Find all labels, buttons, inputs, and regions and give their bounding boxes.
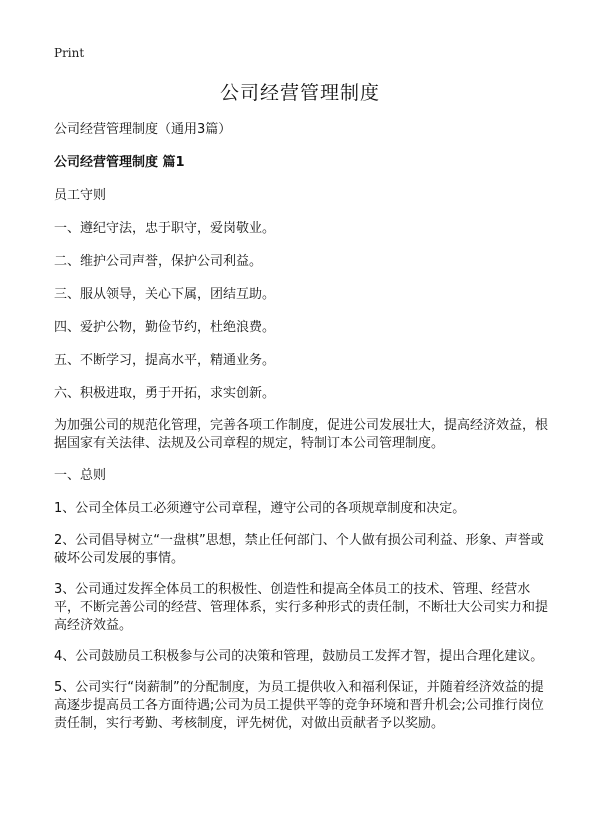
paragraph: 二、维护公司声誉，保护公司利益。 bbox=[54, 254, 263, 269]
paragraph: 三、服从领导，关心下属，团结互助。 bbox=[54, 287, 276, 302]
section-heading: 公司经营管理制度 篇1 bbox=[54, 155, 185, 170]
document-subtitle: 公司经营管理制度（通用3篇） bbox=[54, 122, 232, 137]
paragraph: 一、遵纪守法，忠于职守，爱岗敬业。 bbox=[54, 221, 276, 236]
paragraph: 5、公司实行“岗薪制”的分配制度，为员工提供收入和福利保证，并随着经济效益的提高逐步提高员工各方面待遇;公司为员工提供平等的竞争环境和晋升机会;公司推行岗位责任制，实行考勤、考核制度，评先树优，对做出贡献者予以奖励。 bbox=[54, 680, 544, 731]
paragraph: 1、公司全体员工必须遵守公司章程，遵守公司的各项规章制度和决定。 bbox=[54, 501, 466, 516]
paragraph: 四、爱护公物，勤俭节约，杜绝浪费。 bbox=[54, 320, 276, 335]
paragraph: 2、公司倡导树立“一盘棋”思想，禁止任何部门、个人做有损公司利益、形象、声誉或破坏公司发展的事情。 bbox=[54, 533, 544, 566]
paragraph: 4、公司鼓励员工积极参与公司的决策和管理，鼓励员工发挥才智，提出合理化建议。 bbox=[54, 649, 544, 664]
paragraph: 员工守则 bbox=[54, 188, 107, 203]
document-body bbox=[54, 120, 554, 746]
paragraph: 一、总则 bbox=[54, 468, 107, 483]
paragraph: 3、公司通过发挥全体员工的积极性、创造性和提高全体员工的技术、管理、经营水平，不断完善公司的经营、管理体系，实行多种形式的责任制，不断壮大公司实力和提高经济效益。 bbox=[54, 582, 549, 633]
print-link[interactable]: Print bbox=[54, 46, 85, 60]
document-title: 公司经营管理制度 bbox=[219, 82, 380, 104]
paragraph: 六、积极进取，勇于开拓，求实创新。 bbox=[54, 386, 276, 401]
paragraph: 五、不断学习，提高水平，精通业务。 bbox=[54, 353, 276, 368]
paragraph: 为加强公司的规范化管理，完善各项工作制度，促进公司发展壮大，提高经济效益，根据国家有关法律、法规及公司章程的规定，特制订本公司管理制度。 bbox=[54, 418, 549, 451]
